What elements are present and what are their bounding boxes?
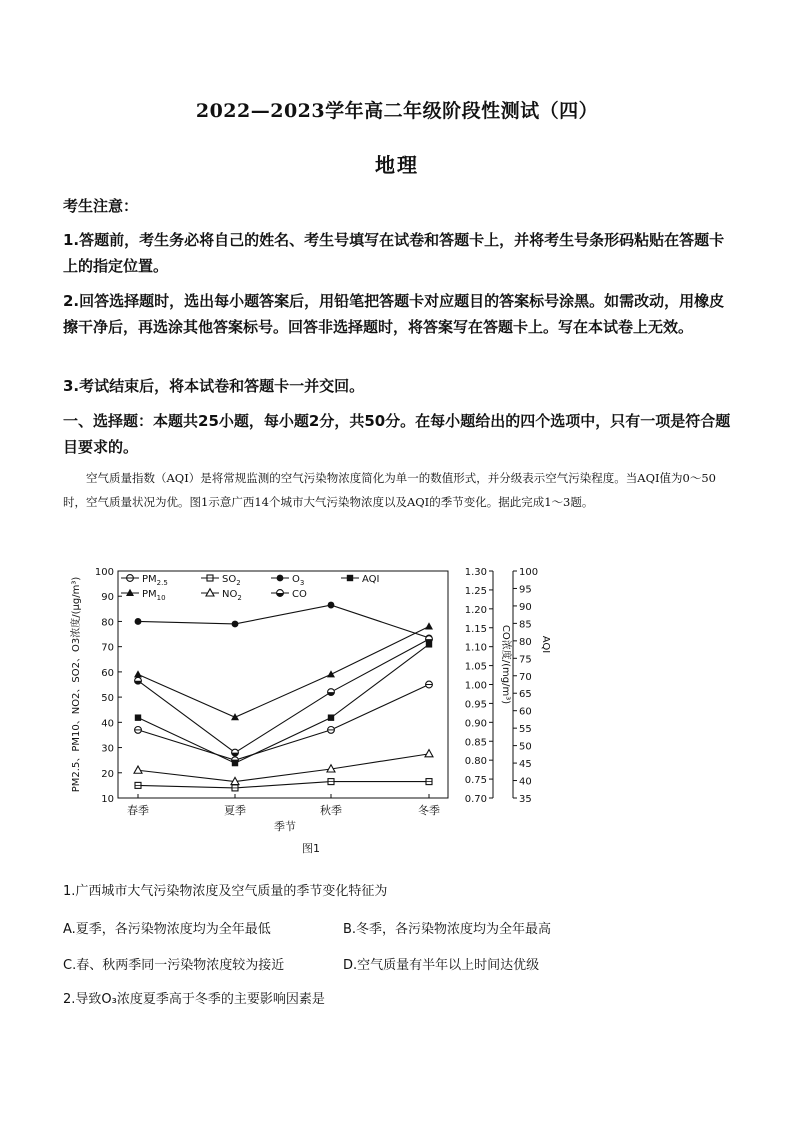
y-mid-tick-label: 0.90 — [464, 718, 487, 730]
y-left-tick-label: 70 — [101, 642, 114, 654]
point-pm10 — [231, 713, 239, 720]
legend-marker — [277, 590, 284, 597]
y-left-tick-label: 90 — [101, 592, 114, 604]
legend-label: $O_3$ — [292, 574, 305, 587]
question-1-option-b: B.冬季，各污染物浓度均为全年最高 — [343, 922, 552, 937]
point-o3 — [232, 621, 239, 628]
point-co — [328, 689, 335, 696]
series-line-no2 — [138, 754, 429, 782]
point-pm10 — [134, 670, 142, 677]
question-1-option-c: C.春、秋两季同一污染物浓度较为接近 — [63, 958, 285, 973]
y-right-tick-label: 85 — [519, 619, 532, 631]
point-co — [232, 749, 239, 756]
y-right-tick-label: 95 — [519, 584, 532, 596]
y-mid-tick-label: 0.75 — [464, 775, 487, 787]
y-left-tick-label: 20 — [101, 768, 114, 780]
y-left-axis-label: PM2.5、PM10、NO2、SO2、O3浓度/(μg/m³) — [71, 576, 82, 793]
point-pm10 — [425, 622, 433, 629]
y-mid-tick-label: 1.10 — [464, 642, 487, 654]
point-o3 — [328, 602, 335, 609]
legend-marker — [277, 575, 284, 582]
y-mid-tick-label: 1.05 — [464, 661, 487, 673]
point-o3 — [135, 618, 142, 625]
pollution-chart — [63, 555, 563, 855]
y-right-tick-label: 55 — [519, 724, 532, 736]
legend-marker — [127, 575, 134, 582]
y-mid-tick-label: 0.70 — [464, 794, 487, 805]
point-so2 — [328, 779, 334, 785]
point-pm25 — [135, 727, 142, 734]
y-right-tick-label: 70 — [519, 671, 532, 683]
y-right-tick-label: 60 — [519, 706, 532, 718]
legend-marker — [206, 589, 214, 596]
chart-legend — [121, 574, 380, 602]
point-aqi — [232, 760, 238, 766]
series-line-pm10 — [138, 626, 429, 717]
x-tick-label: 冬季 — [418, 804, 440, 817]
point-co — [426, 636, 433, 643]
series-line-o3 — [138, 605, 429, 638]
plot-frame — [118, 571, 448, 798]
point-so2 — [135, 782, 141, 788]
x-tick-label: 夏季 — [224, 804, 246, 817]
legend-label: $SO_2$ — [222, 574, 241, 587]
y-mid-tick-label: 1.25 — [464, 585, 487, 597]
question-1-option-d: D.空气质量有半年以上时间达优级 — [343, 958, 540, 973]
y-left-tick-label: 30 — [101, 743, 114, 755]
legend-label: CO — [292, 589, 307, 600]
subject-title: 地理 — [375, 153, 419, 177]
y-mid-tick-label: 1.30 — [464, 567, 487, 578]
y-mid-tick-label: 1.20 — [464, 604, 487, 616]
y-left-tick-label: 50 — [101, 693, 114, 705]
question-2-stem: 2.导致O₃浓度夏季高于冬季的主要影响因素是 — [63, 992, 325, 1007]
y-right-tick-label: 65 — [519, 689, 532, 701]
y-right-tick-label: 100 — [519, 567, 539, 578]
notice-heading: 考生注意： — [63, 197, 139, 215]
question-1-option-a: A.夏季，各污染物浓度均为全年最低 — [63, 922, 271, 937]
y-right-tick-label: 40 — [519, 776, 532, 788]
y-mid-tick-label: 1.00 — [464, 680, 487, 692]
point-so2 — [232, 785, 238, 791]
notice-item-3: 3.考试结束后，将本试卷和答题卡一并交回。 — [63, 377, 365, 395]
legend-label: $NO_2$ — [222, 589, 242, 602]
y-right-tick-label: 45 — [519, 759, 532, 771]
point-aqi — [328, 714, 334, 720]
point-co — [135, 677, 142, 684]
legend-marker — [207, 575, 213, 581]
legend-label: AQI — [362, 574, 380, 585]
y-left-tick-label: 80 — [101, 617, 114, 629]
legend-label: $PM_{2.5}$ — [142, 574, 168, 587]
point-pm25 — [328, 727, 335, 734]
y-mid-tick-label: 0.85 — [464, 737, 487, 749]
point-aqi — [135, 714, 141, 720]
y-mid-tick-label: 0.80 — [464, 756, 487, 768]
y-right-tick-label: 90 — [519, 601, 532, 613]
series-line-so2 — [138, 782, 429, 788]
x-tick-label: 春季 — [127, 804, 149, 817]
notice-item-2: 2.回答选择题时，选出每小题答案后，用铅笔把答题卡对应题目的答案标号涂黑。如需改动，用橡皮擦干净后，再选涂其他答案标号。回答非选择题时，将答案写在答题卡上。写在本试卷上无效。 — [63, 292, 725, 336]
point-no2 — [425, 750, 433, 757]
y-right-tick-label: 75 — [519, 654, 532, 666]
point-so2 — [426, 779, 432, 785]
y-right-tick-label: 80 — [519, 636, 532, 648]
y-right-tick-label: 35 — [519, 794, 532, 805]
figure-caption: 图1 — [302, 842, 320, 855]
question-1-stem: 1.广西城市大气污染物浓度及空气质量的季节变化特征为 — [63, 884, 388, 899]
section-heading: 一、选择题：本题共25小题，每小题2分，共50分。在每小题给出的四个选项中，只有一项是符合题目要求的。 — [63, 412, 731, 456]
y-left-tick-label: 60 — [101, 667, 114, 679]
point-pm25 — [426, 681, 433, 688]
y-left-tick-label: 100 — [94, 567, 114, 578]
y-mid-tick-label: 0.95 — [464, 699, 487, 711]
legend-label: $PM_{10}$ — [142, 589, 166, 602]
chart-series — [134, 602, 433, 791]
point-pm10 — [327, 670, 335, 677]
y-right-axis-label: AQI — [540, 635, 551, 654]
y-left-tick-label: 40 — [101, 718, 114, 730]
exam-title: 2022—2023学年高二年级阶段性测试（四） — [195, 100, 599, 122]
y-right-tick-label: 50 — [519, 741, 532, 753]
chart-axes — [69, 567, 551, 817]
y-left-tick-label: 10 — [101, 794, 114, 805]
y-mid-tick-label: 1.15 — [464, 623, 487, 635]
y-mid-axis-label: CO浓度/(mg/m³) — [500, 624, 511, 705]
x-axis-label: 季节 — [274, 820, 296, 833]
reading-passage: 空气质量指数（AQI）是将常规监测的空气污染物浓度简化为单一的数值形式，并分级表示空气污染程度。当AQI值为0～50时，空气质量状况为优。图1示意广西14个城市大气污染物浓度以及AQI的季节变化。据此完成1～3题。 — [63, 471, 716, 509]
x-tick-label: 秋季 — [320, 804, 342, 817]
point-no2 — [134, 766, 142, 773]
notice-item-1: 1.答题前，考生务必将自己的姓名、考生号填写在试卷和答题卡上，并将考生号条形码粘贴在答题卡上的指定位置。 — [63, 231, 725, 275]
legend-marker — [126, 589, 134, 596]
legend-marker — [347, 575, 353, 581]
